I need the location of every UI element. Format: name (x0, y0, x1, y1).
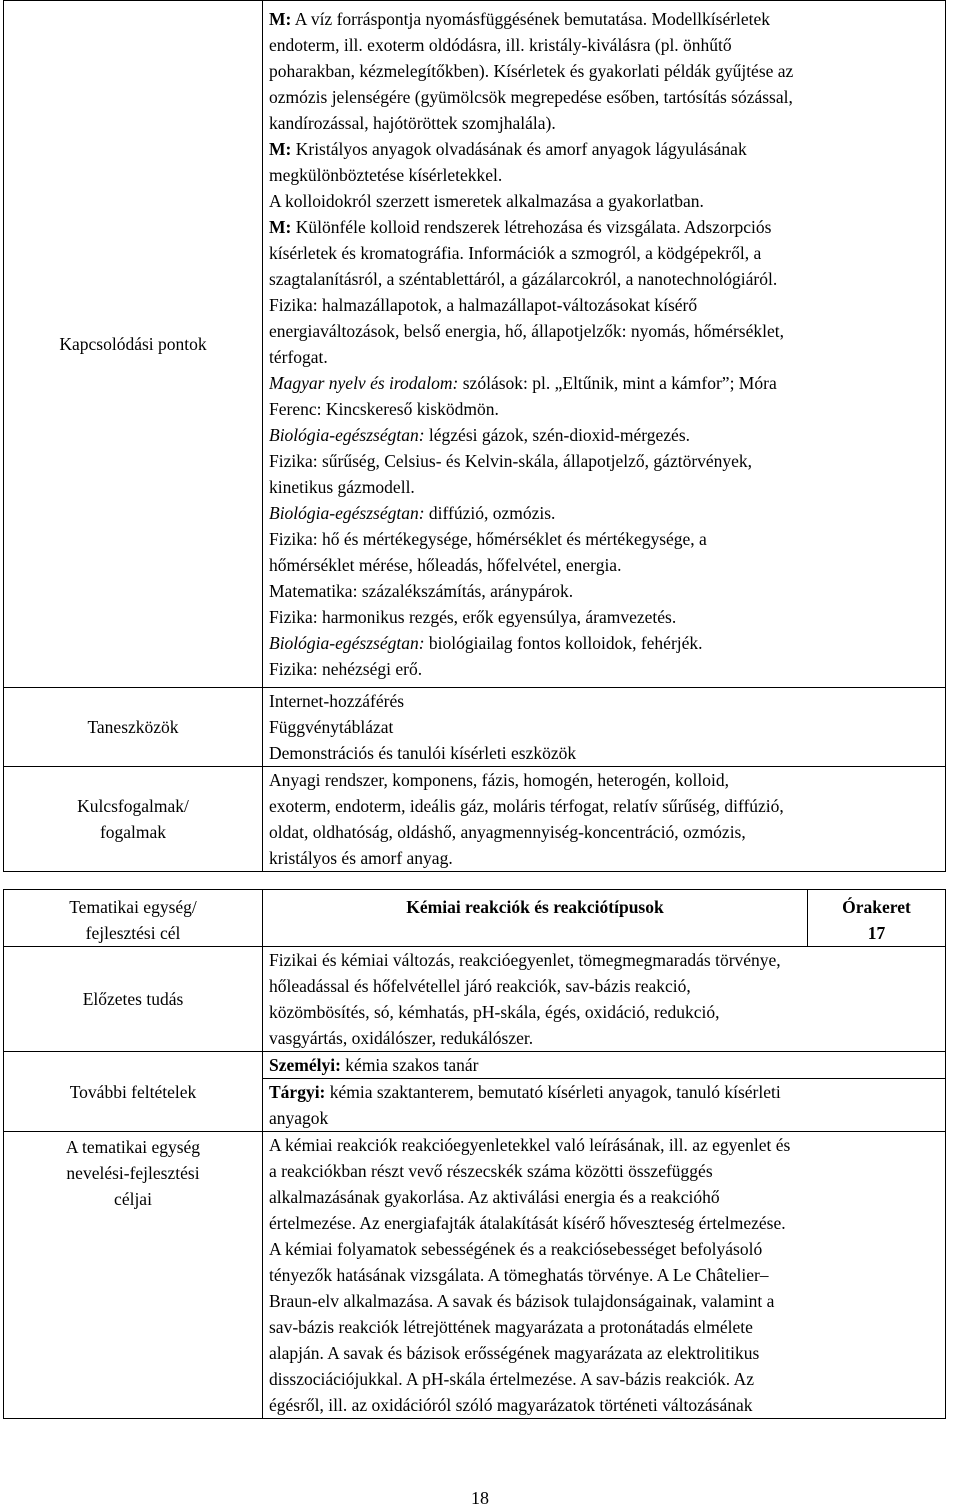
text-line (269, 845, 939, 871)
subject-label: Biológia-egészségtan: (269, 425, 425, 445)
text-line (269, 1025, 939, 1051)
text-line (269, 688, 939, 714)
conditions-personal (263, 1052, 946, 1079)
text-line (269, 58, 939, 84)
text-segment: légzési gázok, szén-dioxid-mérgezés. (424, 425, 691, 445)
subject-label: Biológia-egészségtan: (269, 503, 425, 523)
bold-prefix: Tárgyi: (269, 1082, 326, 1102)
text-segment: Fizika: nehézségi erő. (269, 659, 423, 679)
text-line (269, 188, 939, 214)
text-line (269, 500, 939, 526)
text-segment: hőleadással és hőfelvétellel járó reakciók, sav-bázis reakció, (269, 976, 691, 996)
text-segment: Fizika: hő és mértékegysége, hőmérséklet és mértékegysége, a (269, 529, 707, 549)
concepts-label: Kulcsfogalmak/ fogalmak (4, 767, 263, 872)
bold-prefix: M: (269, 139, 292, 159)
text-line (269, 1314, 939, 1340)
text-line (269, 214, 939, 240)
text-segment: Anyagi rendszer, komponens, fázis, homogén, heterogén, kolloid, (269, 770, 730, 790)
connections-content (263, 1, 946, 688)
text-line (269, 740, 939, 766)
text-segment: vasgyártás, oxidálószer, redukálószer. (269, 1028, 534, 1048)
text-line (269, 474, 939, 500)
concepts-row (4, 767, 946, 872)
text-segment: A kolloidokról szerzett ismeretek alkalmazása a gyakorlatban. (269, 191, 704, 211)
text-segment: energiaváltozások, belső energia, hő, állapotjelzők: nyomás, hőmérséklet, (269, 321, 784, 341)
text-line (269, 793, 939, 819)
text-line (269, 344, 939, 370)
prerequisites-content (263, 947, 946, 1052)
text-line (269, 1392, 939, 1418)
text-segment: közömbösítés, só, kémhatás, pH-skála, égés, oxidáció, redukció, (269, 1002, 720, 1022)
goals-content (263, 1132, 946, 1419)
text-line (269, 1052, 939, 1078)
text-line (269, 947, 939, 973)
text-segment: exoterm, endoterm, ideális gáz, moláris térfogat, relatív sűrűség, diffúzió, (269, 796, 784, 816)
text-segment: poharakban, kézmelegítőkben). Kísérletek és gyakorlati példák gyűjtése az (269, 61, 794, 81)
text-segment: A víz forráspontja nyomásfüggésének bemutatása. Modellkísérletek (291, 9, 771, 29)
prerequisites-label: Előzetes tudás (4, 947, 263, 1052)
conditions-material (263, 1079, 946, 1132)
text-line (269, 1210, 939, 1236)
text-segment: disszociációjukkal. A pH-skála értelmezése. A sav-bázis reakciók. Az (269, 1369, 754, 1389)
text-segment: diffúzió, ozmózis. (424, 503, 556, 523)
conditions-row (4, 1052, 946, 1079)
page-number: 18 (471, 1488, 489, 1508)
text-line (269, 714, 939, 740)
text-line (269, 552, 939, 578)
text-line (269, 1288, 939, 1314)
text-segment: értelmezése. Az energiafajták átalakítását kísérő hőveszteség értelmezése. (269, 1213, 786, 1233)
text-line (269, 767, 939, 793)
text-segment: Fizika: harmonikus rezgés, erők egyensúlya, áramvezetés. (269, 607, 677, 627)
text-line (269, 999, 939, 1025)
text-line (269, 1184, 939, 1210)
text-line (269, 1158, 939, 1184)
text-line (269, 6, 939, 32)
text-segment: hőmérséklet mérése, hőleadás, hőfelvétel, energia. (269, 555, 622, 575)
text-line (269, 318, 939, 344)
subject-label: Magyar nyelv és irodalom: (269, 373, 459, 393)
tools-label: Taneszközök (4, 688, 263, 767)
text-segment: ozmózis jelenségére (gyümölcsök megrepedése esőben, tartósítás sózással, (269, 87, 793, 107)
text-segment: szagtalanításról, a széntablettáról, a gázálarcokról, a nanotechnológiáról. (269, 269, 778, 289)
text-segment: égésről, ill. az oxidációról szóló magyarázatok történeti változásának (269, 1395, 753, 1415)
text-segment: Kristályos anyagok olvadásának és amorf anyagok lágyulásának (291, 139, 747, 159)
unit-label: Tematikai egység/ fejlesztési cél (4, 890, 263, 947)
text-segment: Internet-hozzáférés (269, 691, 405, 711)
text-line (269, 136, 939, 162)
text-line (269, 84, 939, 110)
text-segment: szólások: pl. „Eltűnik, mint a kámfor”; Móra (458, 373, 777, 393)
text-segment: Ferenc: Kincskereső kisködmön. (269, 399, 499, 419)
bold-prefix: Személyi: (269, 1055, 341, 1075)
text-segment: endoterm, ill. exoterm oldódásra, ill. kristály-kiválásra (pl. önhűtő (269, 35, 732, 55)
text-line (269, 240, 939, 266)
text-line (269, 526, 939, 552)
text-segment: kinetikus gázmodell. (269, 477, 415, 497)
text-line (269, 578, 939, 604)
text-segment: Fizika: halmazállapotok, a halmazállapot-változásokat kísérő (269, 295, 698, 315)
text-line (269, 370, 939, 396)
text-segment: kémia szaktanterem, bemutató kísérleti anyagok, tanuló kísérleti (325, 1082, 781, 1102)
text-line (269, 32, 939, 58)
connections-row (4, 1, 946, 688)
text-line (269, 1340, 939, 1366)
text-line (269, 819, 939, 845)
text-segment: megkülönböztetése kísérletekkel. (269, 165, 503, 185)
text-line (269, 292, 939, 318)
text-line (269, 656, 939, 682)
thematic-unit-table (3, 889, 946, 1419)
text-segment: Demonstrációs és tanulói kísérleti eszközök (269, 743, 577, 763)
text-line (269, 973, 939, 999)
text-segment: Függvénytáblázat (269, 717, 394, 737)
text-segment: kandírozással, hajótöröttek szomjhalála). (269, 113, 556, 133)
text-segment: tényezők hatásának vizsgálata. A tömeghatás törvénye. A Le Châtelier– (269, 1265, 769, 1285)
text-segment: kémia szakos tanár (340, 1055, 479, 1075)
concepts-content (263, 767, 946, 872)
text-segment: Fizika: sűrűség, Celsius- és Kelvin-skála, állapotjelző, gáztörvények, (269, 451, 753, 471)
tools-row (4, 688, 946, 767)
text-line (269, 1366, 939, 1392)
text-segment: A kémiai folyamatok sebességének és a reakciósebességet befolyásoló (269, 1239, 763, 1259)
text-line (269, 110, 939, 136)
text-line (269, 422, 939, 448)
text-segment: Fizikai és kémiai változás, reakcióegyenlet, tömegmegmaradás törvénye, (269, 950, 781, 970)
curriculum-table-continued (3, 0, 946, 872)
text-line (269, 448, 939, 474)
bold-prefix: M: (269, 217, 292, 237)
text-segment: anyagok (269, 1108, 329, 1128)
tools-content (263, 688, 946, 767)
text-line (269, 266, 939, 292)
unit-header-row (4, 890, 946, 947)
hours-label: Órakeret (842, 897, 911, 917)
text-line (269, 1262, 939, 1288)
conditions-label: További feltételek (4, 1052, 263, 1132)
text-segment: biológiailag fontos kolloidok, fehérjék. (424, 633, 703, 653)
text-line (269, 1236, 939, 1262)
goals-label: A tematikai egység nevelési-fejlesztési céljai (4, 1132, 263, 1419)
text-segment: alapján. A savak és bázisok erősségének magyarázata az elektrolitikus (269, 1343, 760, 1363)
text-segment: A kémiai reakciók reakcióegyenletekkel való leírásának, ill. az egyenlet és (269, 1135, 791, 1155)
text-segment: Braun-elv alkalmazása. A savak és bázisok tulajdonságainak, valamint a (269, 1291, 775, 1311)
text-segment: a reakciókban részt vevő részecskék száma közötti összefüggés (269, 1161, 713, 1181)
text-segment: Matematika: százalékszámítás, aránypárok. (269, 581, 574, 601)
text-segment: térfogat. (269, 347, 328, 367)
text-line (269, 1079, 939, 1105)
text-segment: kristályos és amorf anyag. (269, 848, 453, 868)
text-segment: alkalmazásának gyakorlása. Az aktiválási energia és a reakcióhő (269, 1187, 720, 1207)
prerequisites-row (4, 947, 946, 1052)
hours-value: 17 (867, 923, 886, 943)
text-line (269, 1132, 939, 1158)
bold-prefix: M: (269, 9, 292, 29)
goals-row (4, 1132, 946, 1419)
connections-label: Kapcsolódási pontok (4, 1, 263, 688)
text-line (269, 630, 939, 656)
unit-title: Kémiai reakciók és reakciótípusok (263, 890, 808, 947)
text-line (269, 162, 939, 188)
text-segment: oldat, oldhatóság, oldáshő, anyagmennyiség-koncentráció, ozmózis, (269, 822, 746, 842)
text-segment: Különféle kolloid rendszerek létrehozása és vizsgálata. Adszorpciós (291, 217, 772, 237)
text-line (269, 604, 939, 630)
text-line (269, 396, 939, 422)
subject-label: Biológia-egészségtan: (269, 633, 425, 653)
text-segment: kísérletek és kromatográfia. Információk a szmogról, a ködgépekről, a (269, 243, 762, 263)
hours-cell (808, 890, 946, 947)
text-line (269, 1105, 939, 1131)
text-segment: sav-bázis reakciók létrejöttének magyarázata a protonátadás elmélete (269, 1317, 753, 1337)
